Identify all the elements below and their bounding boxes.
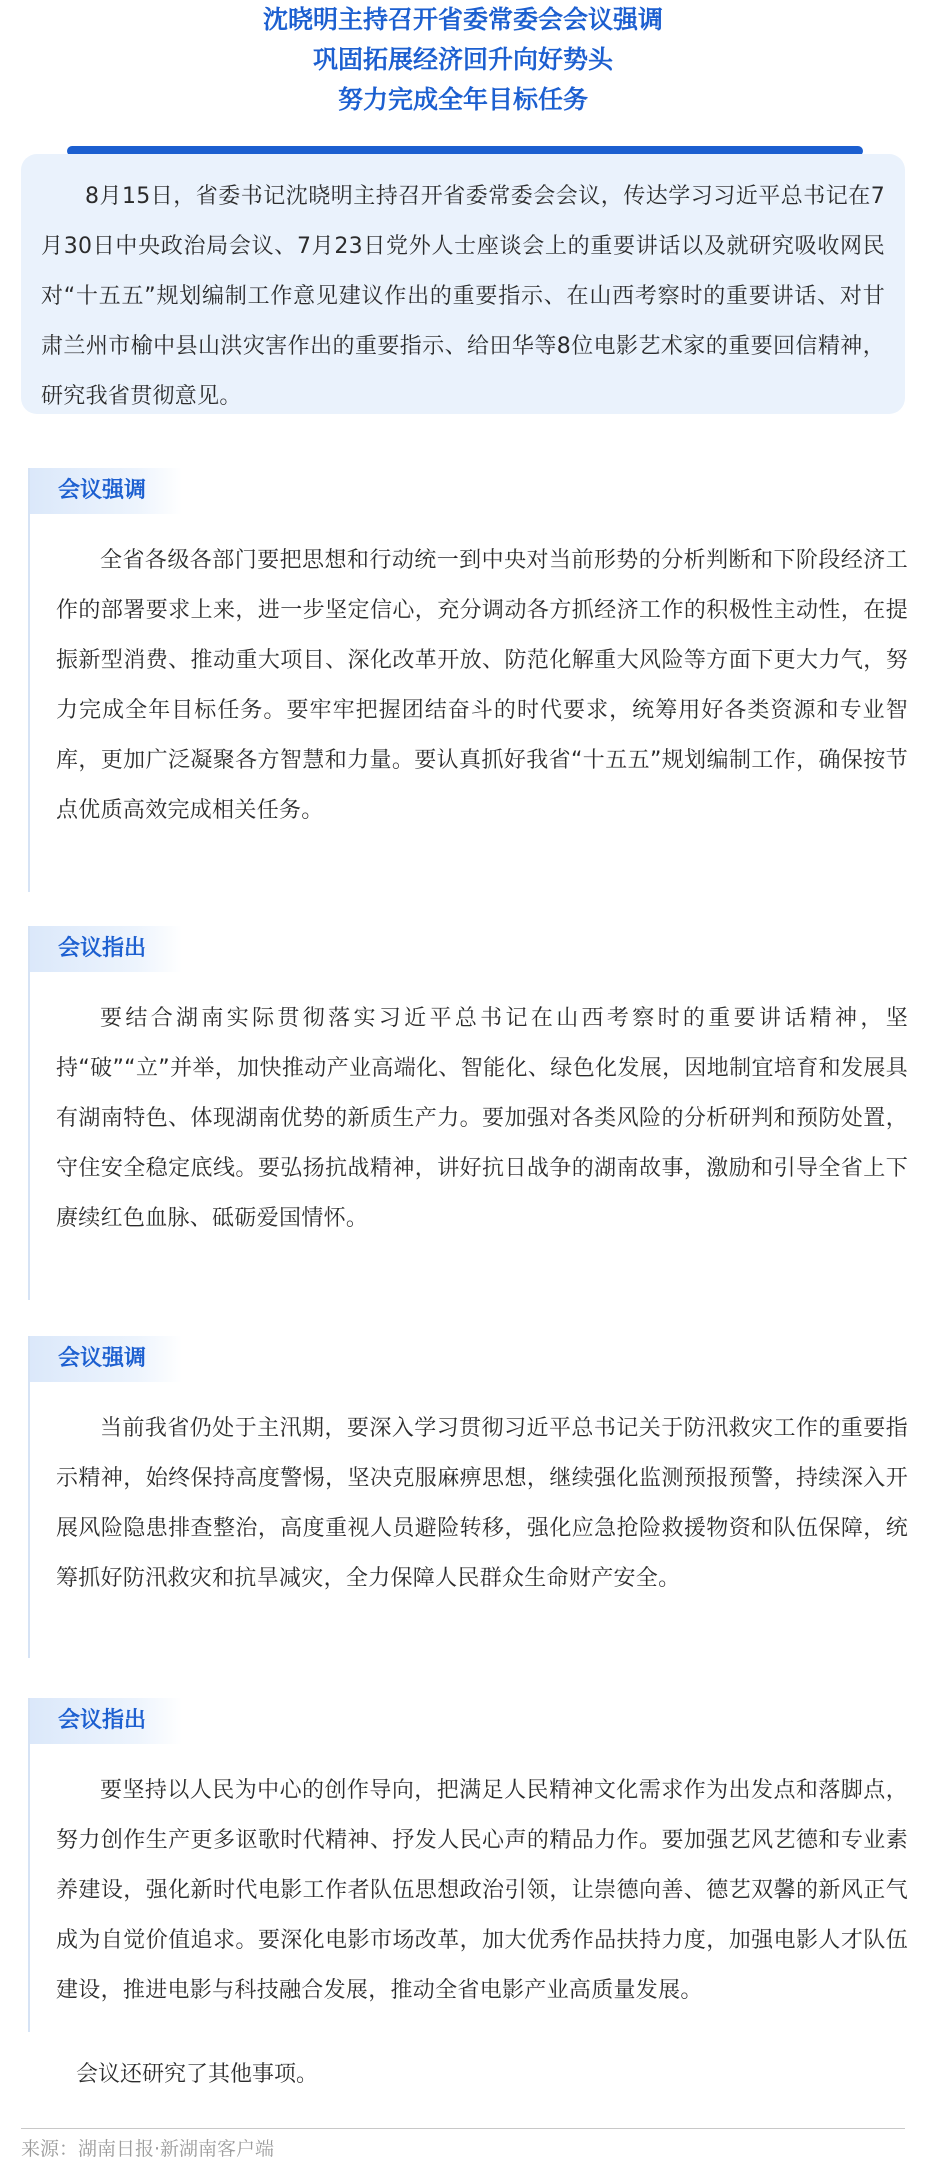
section-tag: 会议强调 — [30, 1336, 182, 1382]
section-paragraph: 要坚持以人民为中心的创作导向，把满足人民精神文化需求作为出发点和落脚点，努力创作生产更多讴歌时代精神、抒发人民心声的精品力作。要加强艺风艺德和专业素养建设，强化新时代电影工作者队伍思想政治引领，让崇德向善、德艺双馨的新风正气成为自觉价值追求。要深化电影市场改革，加大优秀作品扶持力度，加强电影人才队伍建设，推进电影与科技融合发展，推动全省电影产业高质量发展。 — [56, 1778, 908, 2003]
headline — [0, 0, 926, 126]
intro-box — [21, 154, 905, 414]
section-paragraph: 全省各级各部门要把思想和行动统一到中央对当前形势的分析判断和下阶段经济工作的部署要求上来，进一步坚定信心，充分调动各方抓经济工作的积极性主动性，在提振新型消费、推动重大项目、深化改革开放、防范化解重大风险等方面下更大力气，努力完成全年目标任务。要牢牢把握团结奋斗的时代要求，统筹用好各类资源和专业智库，更加广泛凝聚各方智慧和力量。要认真抓好我省“十五五”规划编制工作，确保按节点优质高效完成相关任务。 — [56, 548, 908, 823]
section-point-1 — [28, 926, 908, 1300]
closing-paragraph: 会议还研究了其他事项。 — [76, 2062, 319, 2087]
section-tag: 会议强调 — [30, 468, 182, 514]
section-emphasize-1 — [28, 468, 908, 892]
section-point-2 — [28, 1698, 908, 2032]
headline-line-1: 沈晓明主持召开省委常委会会议强调 — [262, 5, 663, 34]
source-divider — [21, 2128, 905, 2129]
section-paragraph: 当前我省仍处于主汛期，要深入学习贯彻习近平总书记关于防汛救灾工作的重要指示精神，始终保持高度警惕，坚决克服麻痹思想，继续强化监测预报预警，持续深入开展风险隐患排查整治，高度重视人员避险转移，强化应急抢险救援物资和队伍保障，统筹抓好防汛救灾和抗旱减灾，全力保障人民群众生命财产安全。 — [56, 1416, 908, 1591]
section-paragraph: 要结合湖南实际贯彻落实习近平总书记在山西考察时的重要讲话精神，坚持“破”“立”并举，加快推动产业高端化、智能化、绿色化发展，因地制宜培育和发展具有湖南特色、体现湖南优势的新质生产力。要加强对各类风险的分析研判和预防处置，守住安全稳定底线。要弘扬抗战精神，讲好抗日战争的湖南故事，激励和引导全省上下赓续红色血脉、砥砺爱国情怀。 — [56, 1006, 908, 1231]
headline-line-2: 巩固拓展经济回升向好势头 — [312, 45, 613, 74]
headline-line-3: 努力完成全年目标任务 — [337, 85, 588, 114]
section-emphasize-2 — [28, 1336, 908, 1658]
source-credit: 来源：湖南日报·新湖南客户端 — [21, 2138, 275, 2160]
section-tag: 会议指出 — [30, 1698, 182, 1744]
section-tag: 会议指出 — [30, 926, 182, 972]
intro-paragraph: 8月15日，省委书记沈晓明主持召开省委常委会会议，传达学习习近平总书记在7月30日中央政治局会议、7月23日党外人士座谈会上的重要讲话以及就研究吸收网民对“十五五”规划编制工作意见建议作出的重要指示、在山西考察时的重要讲话、对甘肃兰州市榆中县山洪灾害作出的重要指示、给田华等8位电影艺术家的重要回信精神，研究我省贯彻意见。 — [41, 184, 885, 409]
